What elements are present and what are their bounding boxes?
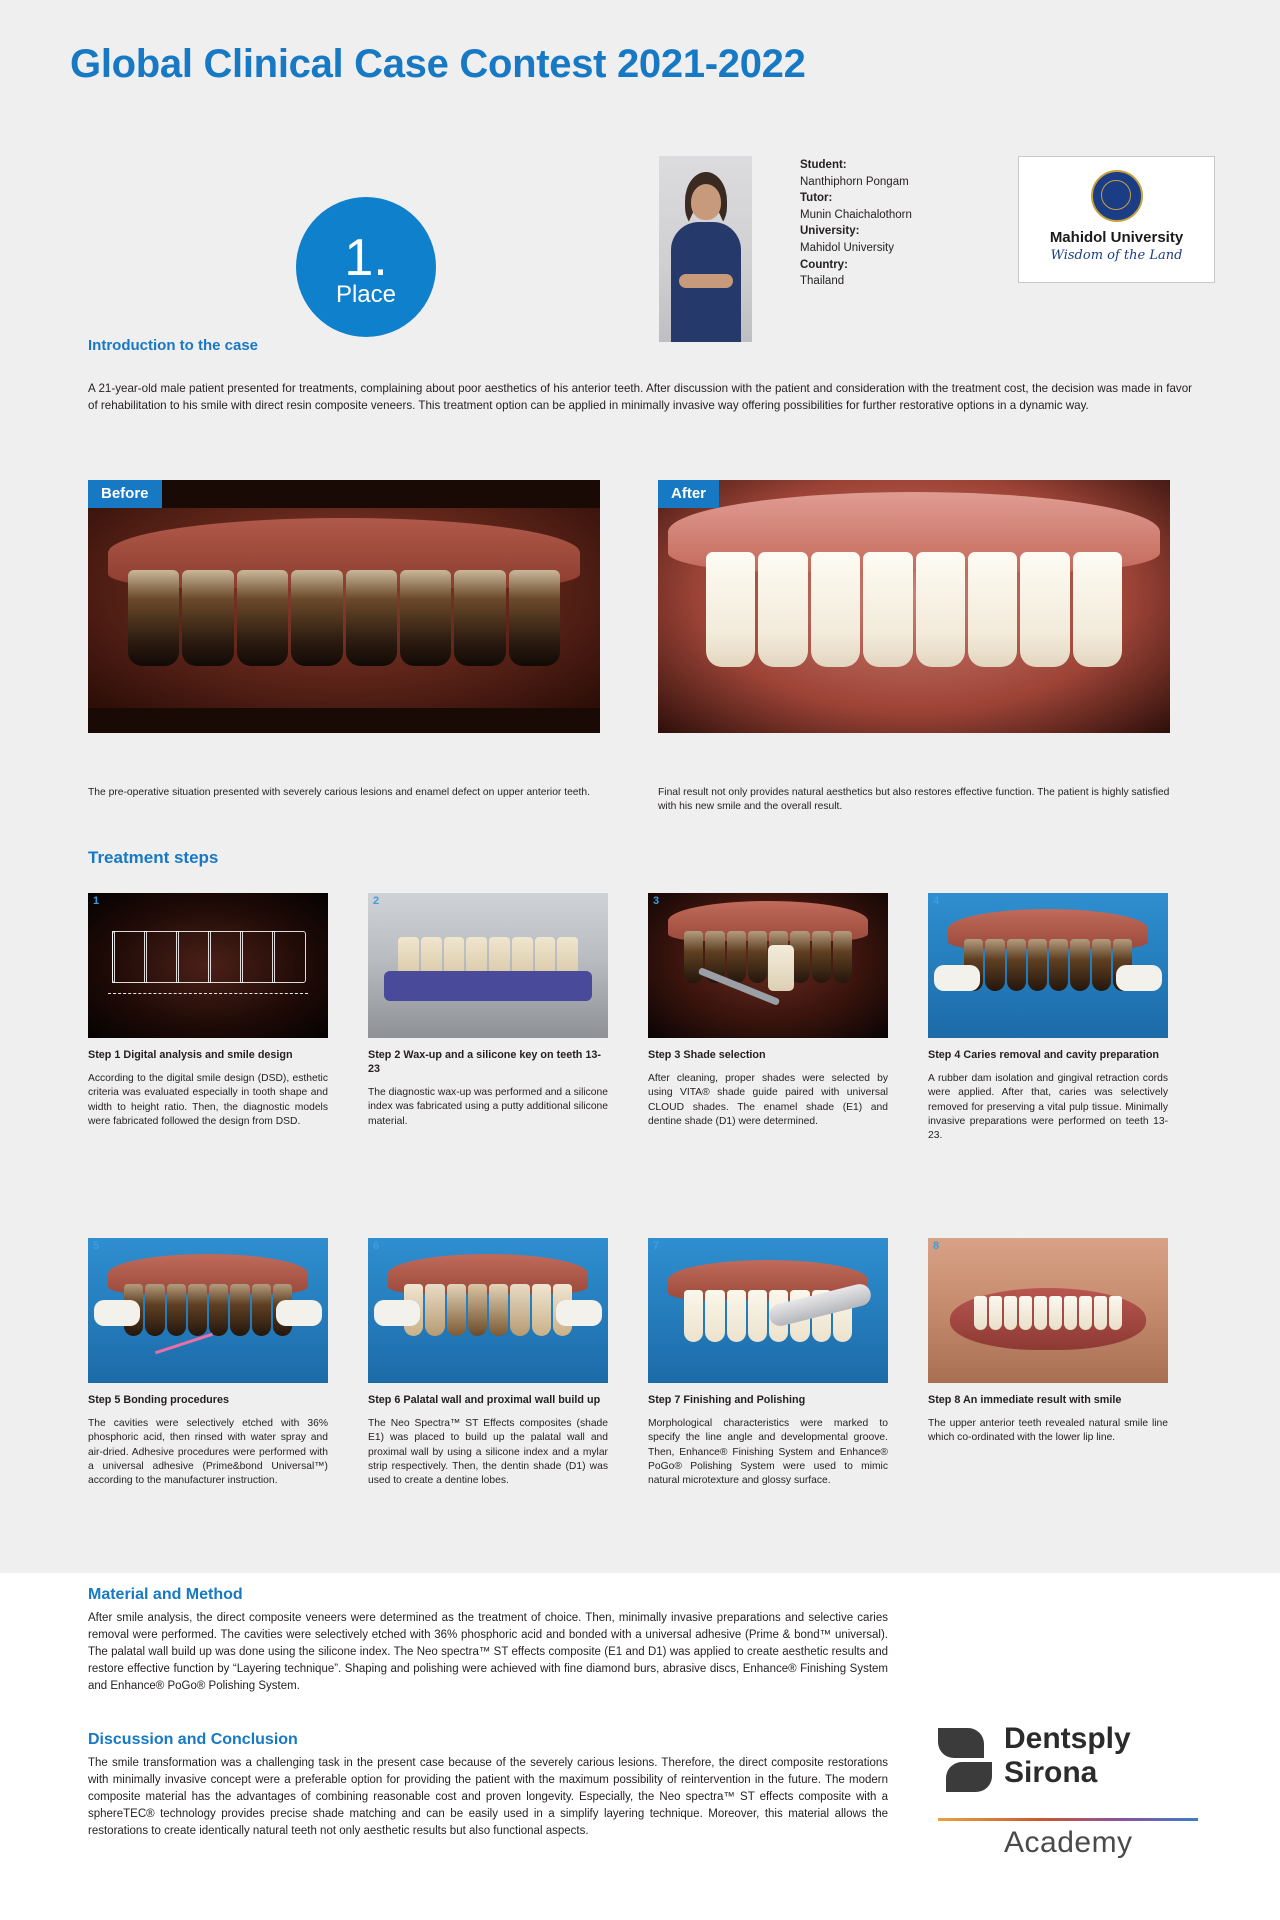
step-8-body: The upper anterior teeth revealed natural smile line which co-ordinated with the lower lip line. [928,1418,1168,1444]
step-7-title: Step 7 Finishing and Polishing [648,1394,806,1406]
brand-divider [938,1818,1198,1821]
place-label: Place [335,281,397,308]
step-4-image [928,893,1168,1038]
discussion-heading: Discussion and Conclusion [88,1731,298,1748]
step-7-number: 7 [653,1240,660,1252]
tutor-name: Munin Chaichalothorn [800,208,912,221]
student-label: Student: [800,159,847,171]
brand-name [1004,1722,1131,1790]
university-logo [1018,156,1215,283]
page-title: Global Clinical Case Contest 2021-2022 [70,42,806,86]
step-8-image [928,1238,1168,1383]
treatment-steps-heading: Treatment steps [88,848,219,867]
step-3-number: 3 [653,895,660,907]
brand-line-2: Sirona [1004,1756,1098,1789]
dentsply-sirona-academy-logo [938,1722,1198,1872]
first-place-badge [296,197,436,337]
introduction-text: A 21-year-old male patient presented for treatments, complaining about poor aesthetics of his anterior teeth. After discussion with the patient and consideration with the treatment cost, the decision was made in favor of rehabilitation to his smile with direct resin composite veneers. This treatment option can be applied in minimally invasive way offering possibilities for further restorative options in a dynamic way. [88,382,1192,412]
participant-info [800,157,1020,290]
step-card-2 [368,893,608,1129]
step-card-3 [648,893,888,1129]
step-1-title: Step 1 Digital analysis and smile design [88,1049,293,1061]
step-card-5 [88,1238,328,1488]
student-name: Nanthiphorn Pongam [800,175,909,188]
introduction-heading: Introduction to the case [88,337,259,354]
step-1-image [88,893,328,1038]
step-card-7 [648,1238,888,1488]
step-1-body: According to the digital smile design (DSD), esthetic criteria was evaluated especially in tooth shape and width to height ratio. Then, the diagnostic models were fabricated followed the design from DSD. [88,1073,328,1127]
university-name: Mahidol University [800,241,894,254]
step-6-number: 6 [373,1240,380,1252]
before-photo [88,480,600,733]
step-2-number: 2 [373,895,380,907]
before-tag: Before [88,480,162,508]
step-4-body: A rubber dam isolation and gingival retraction cords were applied. After that, caries was selectively removed for preserving a vital pulp tissue. Minimally invasive preparations were performed on teeth 13-23. [928,1073,1168,1142]
step-5-image [88,1238,328,1383]
tutor-label: Tutor: [800,192,833,205]
place-number: 1. [344,229,388,287]
step-4-number: 4 [933,895,940,907]
step-5-number: 5 [93,1240,100,1252]
brand-academy-label: Academy [1004,1826,1133,1859]
material-method-text: After smile analysis, the direct composite veneers were determined as the treatment of choice. Then, minimally invasive preparations and selective caries removal were performed. The cavities were selectively etched with 36% phosphoric acid and bonded with a universal adhesive (Prime & bond™ universal). The palatal wall build up was done using the silicone index. The Neo spectra™ ST effects composite (E1 and D1) was applied to create aesthetic results and restore effective function by “Layering technique”. Shaping and polishing were achieved with fine diamond burs, abrasive discs, Enhance® Finishing System and Enhance® PoGo® Polishing System. [88,1612,888,1692]
university-seal-icon [1091,170,1143,222]
step-7-body: Morphological characteristics were marked to specify the line angle and developmental groove. Then, Enhance® Finishing System and Enhance® PoGo® Polishing System were used to mimic natural microtexture and glossy surface. [648,1418,888,1487]
before-caption: The pre-operative situation presented with severely carious lesions and enamel defect on upper anterior teeth. [88,787,590,798]
step-5-body: The cavities were selectively etched with 36% phosphoric acid, then rinsed with water spray and air-dried. Adhesive procedures were performed with a universal adhesive (Prime&bond Universal™) according to the manufacturer instruction. [88,1418,328,1487]
step-7-image [648,1238,888,1383]
step-8-number: 8 [933,1240,940,1252]
step-card-1 [88,893,328,1129]
step-6-image [368,1238,608,1383]
step-5-title: Step 5 Bonding procedures [88,1394,229,1406]
brand-line-1: Dentsply [1004,1722,1131,1755]
after-caption: Final result not only provides natural aesthetics but also restores effective function. The patient is highly satisfied with his new smile and the overall result. [658,787,1170,812]
student-portrait-photo [659,156,752,342]
university-label: University: [800,225,860,238]
step-2-title: Step 2 Wax-up and a silicone key on teeth 13-23 [368,1049,601,1075]
step-card-4 [928,893,1168,1143]
university-logo-tagline: Wisdom of the Land [1050,248,1183,263]
step-4-title: Step 4 Caries removal and cavity preparation [928,1049,1160,1061]
material-method-heading: Material and Method [88,1586,243,1603]
after-tag: After [658,480,719,508]
university-logo-name: Mahidol University [1049,229,1184,246]
step-6-body: The Neo Spectra™ ST Effects composites (shade E1) was placed to build up the palatal wall and proximal wall by using a silicone index and a mylar strip respectively. Then, the dentin shade (D1) was used to create a dentine lobes. [368,1418,608,1487]
step-8-title: Step 8 An immediate result with smile [928,1394,1122,1406]
step-card-8 [928,1238,1168,1446]
step-3-title: Step 3 Shade selection [648,1049,766,1061]
step-6-title: Step 6 Palatal wall and proximal wall build up [368,1394,601,1406]
step-card-6 [368,1238,608,1488]
step-2-body: The diagnostic wax-up was performed and a silicone index was fabricated using a putty additional silicone material. [368,1087,608,1127]
after-photo [658,480,1170,733]
step-3-image [648,893,888,1038]
step-2-image [368,893,608,1038]
step-3-body: After cleaning, proper shades were selected by using VITA® shade guide paired with universal CLOUD shades. The enamel shade (E1) and dentine shade (D1) were determined. [648,1073,888,1127]
country-label: Country: [800,258,848,271]
country-name: Thailand [800,275,845,288]
step-1-number: 1 [93,895,100,907]
discussion-text: The smile transformation was a challenging task in the present case because of the severely carious lesions. Therefore, the direct composite restorations with minimally invasive concept were a preferable option for providing the patient with the maximum possibility of reintervention in the future. The modern composite material has the advantages of combining reasonable cost and proven longevity. Especially, the Neo spectra™ ST effects composite with a sphereTEC® technology provides precise shade matching and can be easily used in a simplify layering technique. Moreover, this material allows the restorations to create identically natural teeth not only aesthetic results but also functional aspects. [88,1757,888,1837]
dentsply-sirona-mark-icon [938,1728,992,1794]
